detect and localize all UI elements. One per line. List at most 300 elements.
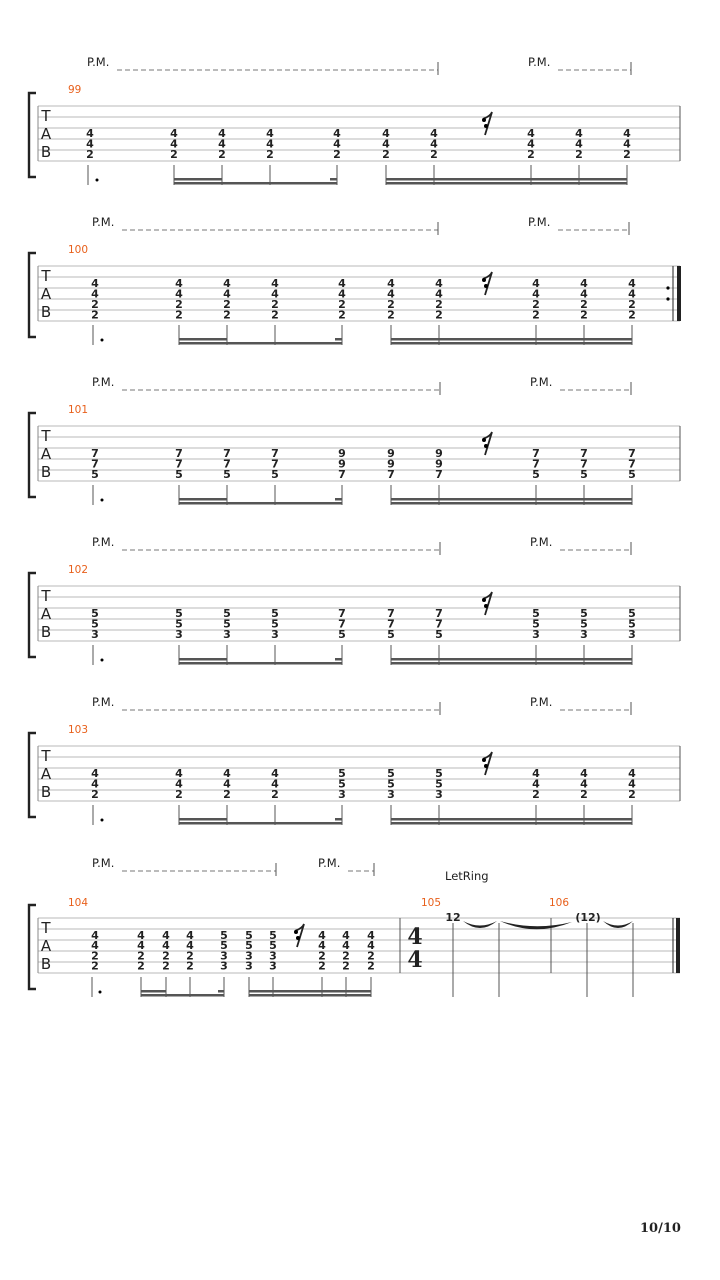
fret-number: 9 [435, 447, 443, 460]
measure-number: 104 [68, 897, 89, 909]
system-100 [29, 215, 681, 345]
measure-number: 99 [68, 84, 82, 96]
tab-letter-b: B [40, 783, 52, 801]
dotted-note [96, 179, 99, 182]
fret-number: 2 [333, 148, 341, 161]
fret-number: 4 [175, 777, 183, 791]
beam [335, 338, 342, 341]
fret-number: 4 [162, 939, 170, 953]
fret-number: 5 [175, 468, 183, 481]
fret-number: 4 [271, 277, 279, 290]
fret-number: 7 [223, 447, 231, 460]
beam [391, 818, 632, 821]
fret-number: 2 [628, 308, 636, 322]
measure-number: 103 [68, 724, 89, 736]
fret-number: 5 [338, 628, 346, 641]
sixteenth-rest [483, 272, 492, 295]
fret-number: 4 [318, 939, 326, 953]
beam [335, 818, 342, 821]
measure-number: 105 [421, 897, 442, 909]
dotted-note [101, 339, 104, 342]
fret-number: 7 [532, 457, 540, 471]
fret-number: 2 [223, 298, 231, 311]
fret-number: 2 [266, 148, 274, 161]
fret-number: 5 [223, 607, 231, 620]
fret-number: 3 [220, 959, 228, 973]
tab-letter-a: A [40, 285, 52, 303]
tab-letter-t: T [41, 587, 51, 605]
fret-number: 4 [580, 287, 588, 301]
fret-number: 4 [91, 929, 99, 942]
system-bracket [29, 253, 36, 337]
beam [391, 342, 632, 345]
beam [179, 342, 342, 345]
fret-number: 3 [387, 788, 395, 801]
fret-number: 5 [532, 607, 540, 620]
fret-number: 7 [628, 457, 636, 471]
fret-number: 7 [175, 447, 183, 460]
fret-number: 4 [266, 137, 274, 151]
fret-number: 4 [170, 137, 178, 151]
rest-dot [484, 444, 488, 448]
system-101 [29, 375, 680, 505]
fret-number: 3 [269, 949, 277, 963]
fret-number: 5 [628, 468, 636, 481]
system-99 [29, 55, 680, 185]
fret-number: 2 [162, 959, 170, 973]
system-bracket [29, 413, 36, 497]
fret-number: 5 [338, 777, 346, 791]
fret-number: 2 [318, 949, 326, 963]
fret-number: 7 [628, 447, 636, 460]
fret-number: 7 [271, 447, 279, 460]
fret-number: 2 [575, 148, 583, 161]
tab-letter-b: B [40, 463, 52, 481]
fret-number: 4 [223, 287, 231, 301]
sixteenth-rest [483, 112, 492, 135]
tab-letter-b: B [40, 955, 52, 973]
fret-number: 5 [269, 929, 277, 942]
fret-number: 5 [387, 628, 395, 641]
fret-number: 3 [271, 628, 279, 641]
fret-number: 4 [430, 137, 438, 151]
tab-letter-a: A [40, 765, 52, 783]
fret-number: 2 [367, 959, 375, 973]
fret-number: 3 [220, 949, 228, 963]
rest-dot [484, 604, 488, 608]
fret-number: 4 [527, 127, 535, 140]
fret-number: 4 [175, 767, 183, 780]
fret-number: 9 [338, 447, 346, 460]
beam [179, 502, 342, 505]
tab-letter-b: B [40, 303, 52, 321]
fret-number: 2 [223, 308, 231, 322]
fret-number: 9 [338, 457, 346, 471]
fret-number: 2 [387, 308, 395, 322]
palm-mute-label: P.M. [92, 375, 115, 389]
fret-number: 5 [580, 468, 588, 481]
fret-number: 2 [318, 959, 326, 973]
fret-number: 2 [532, 298, 540, 311]
fret-number: 2 [91, 298, 99, 311]
time-signature-denominator: 4 [407, 947, 423, 973]
system-102 [29, 535, 680, 665]
beam [391, 662, 632, 665]
fret-number: 4 [382, 127, 390, 140]
fret-number: 4 [575, 127, 583, 140]
fret-number: 3 [532, 628, 540, 641]
palm-mute-label: P.M. [318, 856, 341, 870]
system-bracket [29, 93, 36, 177]
fret-number: 4 [527, 137, 535, 151]
system-104 [29, 856, 680, 997]
fret-number: 2 [91, 949, 99, 963]
time-signature-numerator: 4 [407, 924, 423, 950]
fret-number: 2 [532, 308, 540, 322]
fret-number: 2 [532, 788, 540, 801]
tie [603, 921, 633, 928]
beam [249, 990, 371, 993]
fret-number: 2 [91, 788, 99, 801]
beam [391, 658, 632, 661]
fret-number: 4 [91, 287, 99, 301]
beam [386, 182, 627, 185]
fret-number: 4 [223, 767, 231, 780]
sixteenth-rest [483, 432, 492, 455]
fret-number: 3 [245, 949, 253, 963]
fret-number: 5 [175, 617, 183, 631]
fret-number: 2 [342, 949, 350, 963]
fret-number: 2 [430, 148, 438, 161]
beam [141, 994, 224, 997]
fret-number: 4 [91, 777, 99, 791]
fret-number: 5 [269, 939, 277, 953]
fret-number: 9 [387, 457, 395, 471]
fret-number: 5 [532, 468, 540, 481]
fret-number: 5 [532, 617, 540, 631]
fret-number: 4 [532, 277, 540, 290]
fret-number: 5 [435, 777, 443, 791]
fret-number: 3 [338, 788, 346, 801]
fret-number: 2 [271, 308, 279, 322]
fret-number: 4 [175, 287, 183, 301]
tab-letter-t: T [41, 919, 51, 937]
dotted-note [101, 819, 104, 822]
rest-dot [482, 598, 486, 602]
fret-number: 7 [223, 457, 231, 471]
beam [179, 338, 227, 341]
measure-number: 102 [68, 564, 89, 576]
fret-number: 5 [91, 468, 99, 481]
fret-number: 2 [175, 308, 183, 322]
fret-number: 4 [271, 767, 279, 780]
rest-dot [484, 764, 488, 768]
fret-number: 4 [532, 287, 540, 301]
fret-number: 2 [435, 308, 443, 322]
beam [391, 498, 632, 501]
fret-number: 4 [387, 287, 395, 301]
fret-number: 4 [623, 127, 631, 140]
fret-number: 4 [435, 287, 443, 301]
fret-number: 4 [271, 777, 279, 791]
fret-number: 2 [580, 788, 588, 801]
tie [500, 921, 572, 929]
fret-number: 4 [382, 137, 390, 151]
palm-mute-label: P.M. [87, 55, 110, 69]
repeat-thick-bar [677, 266, 681, 321]
fret-number: 3 [175, 628, 183, 641]
fret-number: 4 [338, 287, 346, 301]
fret-number: 7 [532, 447, 540, 460]
fret-number: 5 [580, 617, 588, 631]
sixteenth-rest [483, 592, 492, 615]
beam [330, 178, 337, 181]
fret-number: 4 [175, 277, 183, 290]
fret-number: 3 [580, 628, 588, 641]
fret-number: 4 [387, 277, 395, 290]
fret-number: 2 [218, 148, 226, 161]
fret-number: 2 [137, 949, 145, 963]
fret-number: 2 [186, 949, 194, 963]
fret-number: 5 [628, 607, 636, 620]
fret-number: 7 [387, 607, 395, 620]
fret-number: 2 [628, 298, 636, 311]
rest-dot [482, 118, 486, 122]
dotted-note [101, 659, 104, 662]
rest-dot [482, 278, 486, 282]
fret-number: 4 [186, 939, 194, 953]
fret-number: 4 [218, 137, 226, 151]
beam [179, 818, 227, 821]
page-number: 10/10 [640, 1221, 681, 1236]
fret-number: 4 [435, 277, 443, 290]
fret-number: 4 [186, 929, 194, 942]
fret-number: 7 [338, 617, 346, 631]
let-ring-label: LetRing [445, 869, 489, 883]
fret-number: 2 [91, 959, 99, 973]
fret-number: 7 [435, 468, 443, 481]
fret-number: 7 [387, 617, 395, 631]
fret-number: 4 [218, 127, 226, 140]
beam [218, 990, 224, 993]
beam [179, 662, 342, 665]
tab-letter-a: A [40, 445, 52, 463]
fret-number: 2 [338, 308, 346, 322]
tab-letter-a: A [40, 605, 52, 623]
fret-number: 7 [91, 447, 99, 460]
fret-number: 5 [435, 767, 443, 780]
fret-number: 2 [175, 788, 183, 801]
beam [335, 498, 342, 501]
beam [179, 658, 227, 661]
fret-number: 2 [342, 959, 350, 973]
fret-number: 2 [162, 949, 170, 963]
fret-number: 3 [435, 788, 443, 801]
fret-number: 7 [435, 607, 443, 620]
system-103 [29, 695, 680, 825]
fret-number: 4 [367, 939, 375, 953]
fret-number: 5 [223, 617, 231, 631]
system-bracket [29, 733, 36, 817]
fret-number: 4 [137, 929, 145, 942]
fret-number: 3 [223, 628, 231, 641]
fret-number: 4 [137, 939, 145, 953]
fret-number: 4 [91, 277, 99, 290]
fret-number: 4 [333, 137, 341, 151]
measure-number: 100 [68, 244, 89, 256]
beam [174, 182, 337, 185]
fret-number: 4 [91, 939, 99, 953]
fret-number: 5 [91, 617, 99, 631]
dotted-note [101, 499, 104, 502]
palm-mute-label: P.M. [92, 856, 115, 870]
tab-letter-b: B [40, 143, 52, 161]
fret-number: 4 [628, 277, 636, 290]
repeat-dot [666, 286, 669, 289]
fret-number: 2 [137, 959, 145, 973]
fret-number: 3 [245, 959, 253, 973]
fret-number: 2 [623, 148, 631, 161]
fret-number: 3 [269, 959, 277, 973]
fret-number: 4 [266, 127, 274, 140]
fret-number: 4 [628, 767, 636, 780]
measure-number: 106 [549, 897, 570, 909]
fret-number: 7 [387, 468, 395, 481]
fret-number: 2 [170, 148, 178, 161]
fret-number: 4 [575, 137, 583, 151]
fret-number: 4 [367, 929, 375, 942]
fret-number: 5 [223, 468, 231, 481]
rest-dot [484, 284, 488, 288]
fret-number: 2 [580, 298, 588, 311]
palm-mute-label: P.M. [528, 55, 551, 69]
beam [391, 822, 632, 825]
fret-number: 4 [580, 277, 588, 290]
fret-number: 5 [387, 767, 395, 780]
beam [174, 178, 222, 181]
palm-mute-label: P.M. [530, 695, 553, 709]
fret-number: 2 [628, 788, 636, 801]
palm-mute-label: P.M. [92, 695, 115, 709]
system-bracket [29, 905, 36, 989]
fret-number: 4 [623, 137, 631, 151]
fret-number: 4 [580, 767, 588, 780]
fret-number: 2 [382, 148, 390, 161]
palm-mute-label: P.M. [530, 535, 553, 549]
dotted-note [99, 991, 102, 994]
system-bracket [29, 573, 36, 657]
fret-number: 2 [91, 308, 99, 322]
repeat-dot [666, 297, 669, 300]
beam [386, 178, 627, 181]
fret-number: 7 [580, 457, 588, 471]
tab-letter-t: T [41, 427, 51, 445]
fret-number: 12 [445, 911, 461, 924]
fret-number: 4 [271, 287, 279, 301]
fret-number: 2 [387, 298, 395, 311]
beam [335, 658, 342, 661]
fret-number: 4 [532, 777, 540, 791]
fret-number: 2 [435, 298, 443, 311]
fret-number: 7 [91, 457, 99, 471]
fret-number: 4 [223, 277, 231, 290]
palm-mute-label: P.M. [92, 535, 115, 549]
fret-number: 5 [338, 767, 346, 780]
fret-number: 5 [271, 607, 279, 620]
fret-number: 7 [271, 457, 279, 471]
fret-number: 3 [91, 628, 99, 641]
fret-number: 2 [223, 788, 231, 801]
rest-dot [482, 758, 486, 762]
sixteenth-rest [483, 752, 492, 775]
fret-number: 2 [271, 298, 279, 311]
palm-mute-label: P.M. [92, 215, 115, 229]
fret-number: 2 [367, 949, 375, 963]
tab-letter-t: T [41, 107, 51, 125]
fret-number: 2 [338, 298, 346, 311]
fret-number: 5 [271, 468, 279, 481]
beam [391, 338, 632, 341]
tab-letter-t: T [41, 267, 51, 285]
fret-number: 2 [186, 959, 194, 973]
tie [463, 921, 497, 928]
palm-mute-label: P.M. [528, 215, 551, 229]
fret-number: 4 [91, 767, 99, 780]
fret-number: 2 [580, 308, 588, 322]
fret-number: 9 [387, 447, 395, 460]
fret-number: 7 [175, 457, 183, 471]
fret-number: 4 [342, 939, 350, 953]
fret-number: 4 [430, 127, 438, 140]
measure-number: 101 [68, 404, 89, 416]
fret-number: 4 [333, 127, 341, 140]
fret-number: 2 [175, 298, 183, 311]
fret-number: 4 [338, 277, 346, 290]
final-thick-bar [676, 918, 680, 973]
sixteenth-rest [295, 924, 304, 947]
fret-number: 4 [628, 777, 636, 791]
fret-number: 4 [86, 127, 94, 140]
fret-number: 5 [175, 607, 183, 620]
beam [179, 498, 227, 501]
fret-number: 3 [628, 628, 636, 641]
beam [141, 990, 166, 993]
fret-number: 7 [435, 617, 443, 631]
fret-number: 2 [86, 148, 94, 161]
fret-number: 4 [162, 929, 170, 942]
palm-mute-label: P.M. [530, 375, 553, 389]
fret-number: 5 [91, 607, 99, 620]
tab-letter-b: B [40, 623, 52, 641]
tab-letter-t: T [41, 747, 51, 765]
fret-number: 5 [245, 939, 253, 953]
fret-number: 9 [435, 457, 443, 471]
fret-number: 5 [580, 607, 588, 620]
fret-number: 7 [580, 447, 588, 460]
fret-number: 5 [628, 617, 636, 631]
fret-number: 4 [170, 127, 178, 140]
fret-number: (12) [575, 911, 601, 924]
fret-number: 2 [527, 148, 535, 161]
fret-number: 5 [245, 929, 253, 942]
beam [179, 822, 342, 825]
fret-number: 4 [318, 929, 326, 942]
fret-number: 5 [271, 617, 279, 631]
fret-number: 4 [532, 767, 540, 780]
fret-number: 5 [220, 929, 228, 942]
fret-number: 2 [271, 788, 279, 801]
tab-letter-a: A [40, 125, 52, 143]
